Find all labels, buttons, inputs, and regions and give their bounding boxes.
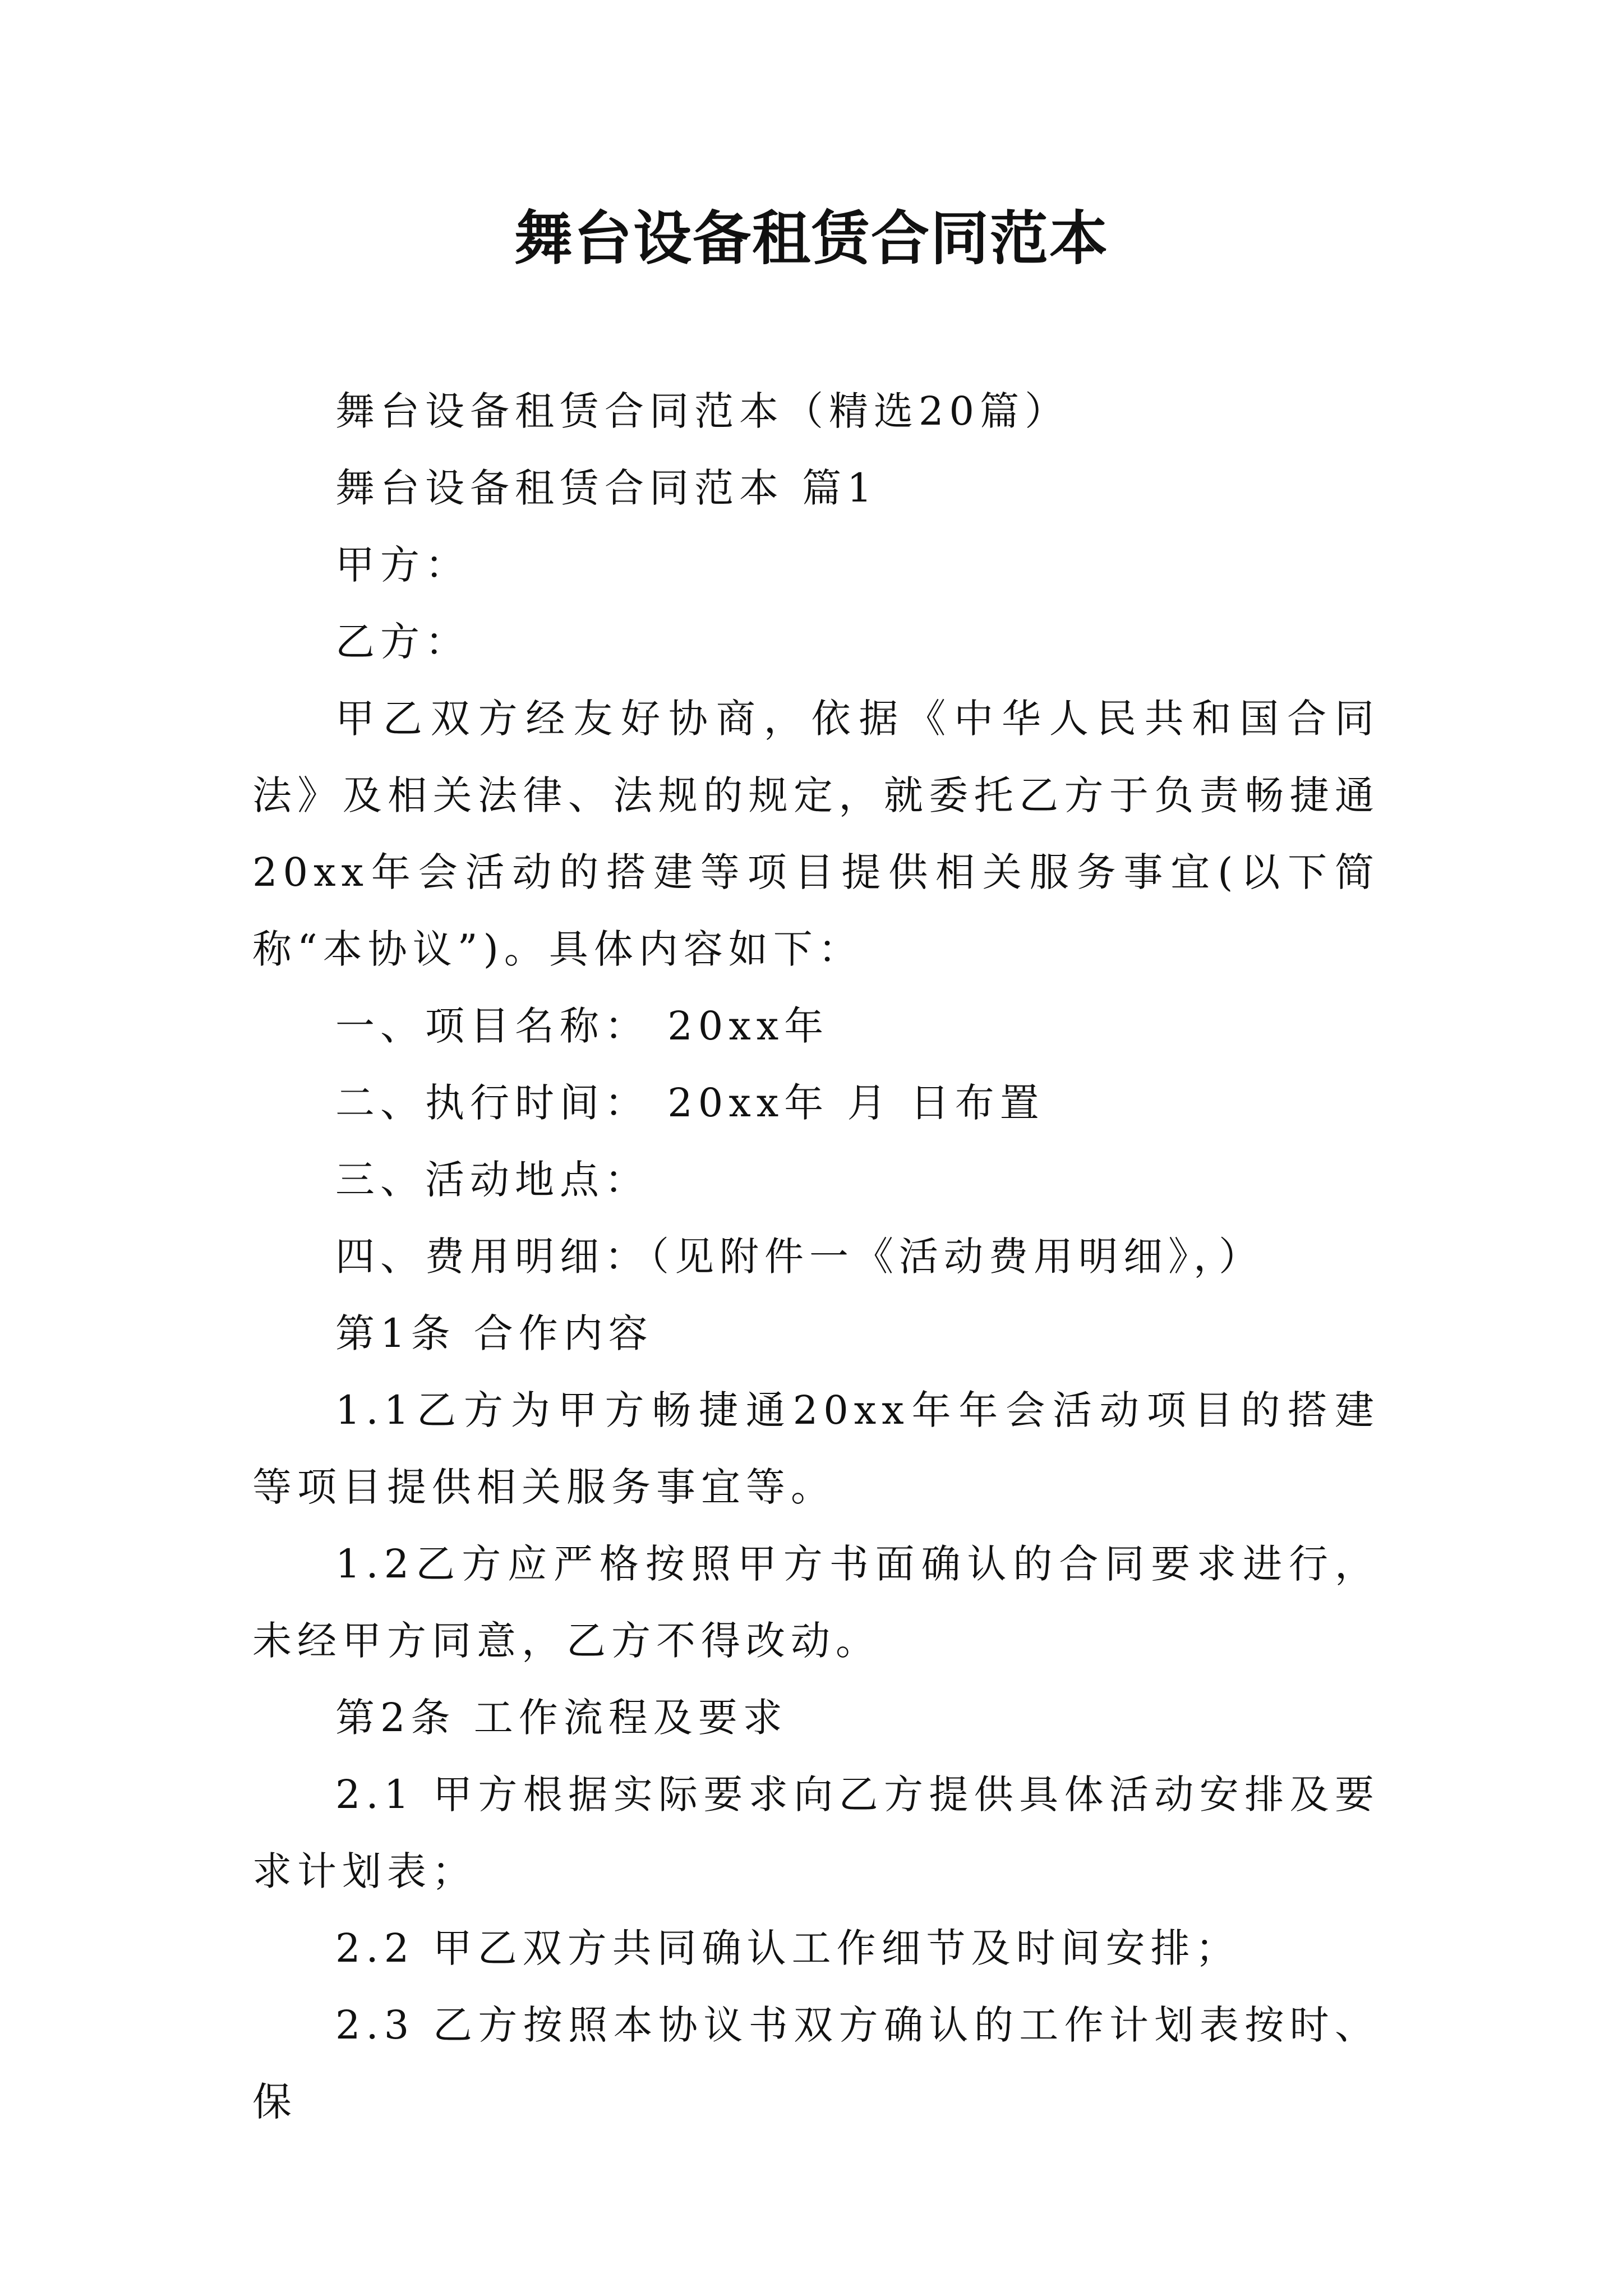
paragraph-location: 三、活动地点：: [335, 1157, 649, 1203]
paragraph-execution-time: 二、执行时间： 20xx年 月 日布置: [335, 1080, 1045, 1126]
paragraph-article-1: 第1条 合作内容: [335, 1310, 653, 1356]
paragraph-section-heading: 舞台设备租赁合同范本 篇1: [335, 465, 878, 511]
document-title: 舞台设备租赁合同范本: [514, 204, 1109, 273]
paragraph-project-name: 一、项目名称： 20xx年: [335, 1003, 829, 1049]
paragraph-article-2: 第2条 工作流程及要求: [335, 1695, 788, 1741]
paragraph-clause-2-1: 2.1 甲方根据实际要求向乙方提供具体活动安排及要求计划表；: [252, 1772, 1380, 1894]
document-body: [252, 373, 1380, 2141]
paragraph-clause-1-2: 1.2乙方应严格按照甲方书面确认的合同要求进行，未经甲方同意，乙方不得改动。: [252, 1541, 1380, 1664]
paragraph-clause-1-1: 1.1乙方为甲方畅捷通20xx年年会活动项目的搭建等项目提供相关服务事宜等。: [252, 1387, 1380, 1510]
paragraph-party-b: 乙方：: [335, 619, 470, 665]
paragraph-preamble: 甲乙双方经友好协商，依据《中华人民共和国合同法》及相关法律、法规的规定，就委托乙方于负责畅捷通20xx年会活动的搭建等项目提供相关服务事宜(以下简称“本协议”)。具体内容如下：: [252, 696, 1380, 972]
paragraph-party-a: 甲方：: [335, 542, 470, 588]
paragraph-cost-details: 四、费用明细：（见附件一《活动费用明细》，）: [335, 1234, 1264, 1280]
paragraph-collection-title: 舞台设备租赁合同范本（精选20篇）: [335, 388, 1070, 434]
paragraph-clause-2-3: 2.3 乙方按照本协议书双方确认的工作计划表按时、保: [252, 2002, 1380, 2125]
paragraph-clause-2-2: 2.2 甲乙双方共同确认工作细节及时间安排；: [335, 1925, 1241, 1971]
